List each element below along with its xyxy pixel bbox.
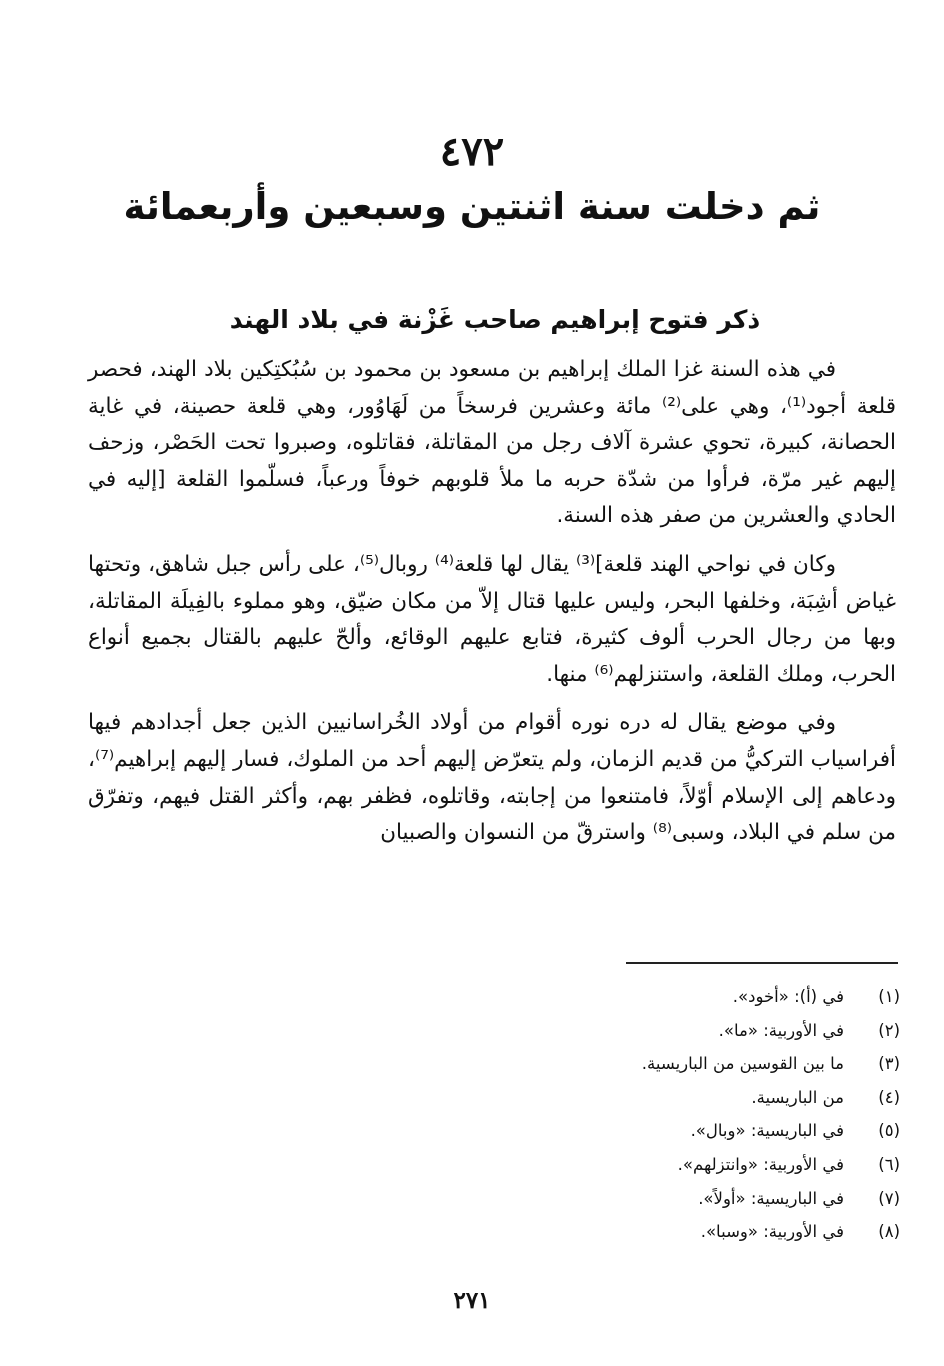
footnote-3 [380, 1047, 900, 1081]
footnote-number: (١) [878, 987, 900, 1006]
footnote-5 [380, 1114, 900, 1148]
body-text [88, 352, 896, 864]
footnote-text: في الباريسية: «أولاً». [698, 1188, 844, 1208]
footnote-number: (٨) [878, 1222, 900, 1242]
footnote-2 [380, 1014, 900, 1048]
paragraph-2: وكان في نواحي الهند قلعة]⁽³⁾ يقال لها قلعة⁽⁴⁾ روبال⁽⁵⁾، على رأس جبل شاهق، وتحتها غياض أشِبَة، وخلفها البحر، وليس عليها قتال إلاّ من مكان ضيّق، وهو مملوء بالفِيلَة المقاتلة، وبها من رجال الحرب ألوف كثيرة، فتابع عليهم الوقائع، وألحّ عليهم بالقتال بجميع أنواع الحرب، وملك القلعة، واستنزلهم⁽⁶⁾ منها. [88, 551, 896, 687]
footnote-text: في الأوربية: «ما». [718, 1020, 844, 1040]
footnote-number: (٧) [878, 1188, 900, 1208]
paragraph-1: في هذه السنة غزا الملك إبراهيم بن مسعود بن محمود بن سُبُكتِكين بلاد الهند، فحصر قلعة أجود⁽¹⁾، وهي على⁽²⁾ مائة وعشرين فرسخاً من لَهَاوُور، وهي قلعة حصينة، في غاية الحصانة، كبيرة، تحوي عشرة آلاف رجل من المقاتلة، فقاتلوه، وصبروا تحت الحَصْر، وزحف إليهم غير مرّة، فرأوا من شدّة حربه ما ملأ قلوبهم خوفاً ورعباً، فسلّموا القلعة [إليه في الحادي والعشرين من صفر هذه السنة. [88, 357, 896, 529]
year-number: ٤٧٢ [439, 128, 505, 175]
footnote-text: في الباريسية: «وبال». [690, 1121, 844, 1141]
section-heading: ذكر فتوح إبراهيم صاحب غَزْنة في بلاد الهند [229, 305, 761, 334]
footnote-text: في الأوربية: «وانتزلهم». [677, 1154, 844, 1174]
footnotes-list [380, 980, 900, 1249]
footnote-text: في الأوربية: «وسبا». [700, 1222, 844, 1242]
footnote-number: (٤) [878, 1087, 900, 1107]
footnote-divider [626, 962, 898, 964]
footnote-text: ما بين القوسين من الباريسية. [641, 1054, 844, 1074]
page-title: ثم دخلت سنة اثنتين وسبعين وأربعمائة [123, 185, 821, 228]
paragraph-3: وفي موضع يقال له دره نوره أقوام من أولاد الخُراسانيين الذين جعل أجدادهم فيها أفراسياب التركيُّ من قديم الزمان، ولم يتعرّض إليهم أحد من الملوك، فسار إليهم إبراهيم⁽⁷⁾، ودعاهم إلى الإسلام أوّلاً، فامتنعوا من إجابته، وقاتلوه، فظفر بهم، وأكثر القتل فيهم، وتفرّق من سلم في البلاد، وسبى⁽⁸⁾ واسترقّ من النسوان والصبيان [88, 710, 896, 846]
footnote-number: (٣) [878, 1054, 900, 1074]
footnote-1 [380, 980, 900, 1014]
footnote-number: (٥) [878, 1121, 900, 1141]
footnote-text: في (أ): «أخود». [732, 987, 844, 1006]
footnote-6 [380, 1148, 900, 1182]
footnote-number: (٢) [878, 1020, 900, 1040]
page-number: ٢٧١ [453, 1287, 491, 1314]
footnote-4 [380, 1081, 900, 1115]
footnote-7 [380, 1182, 900, 1216]
footnote-8 [380, 1215, 900, 1249]
footnote-text: من الباريسية. [751, 1087, 844, 1107]
footnote-number: (٦) [878, 1154, 900, 1174]
